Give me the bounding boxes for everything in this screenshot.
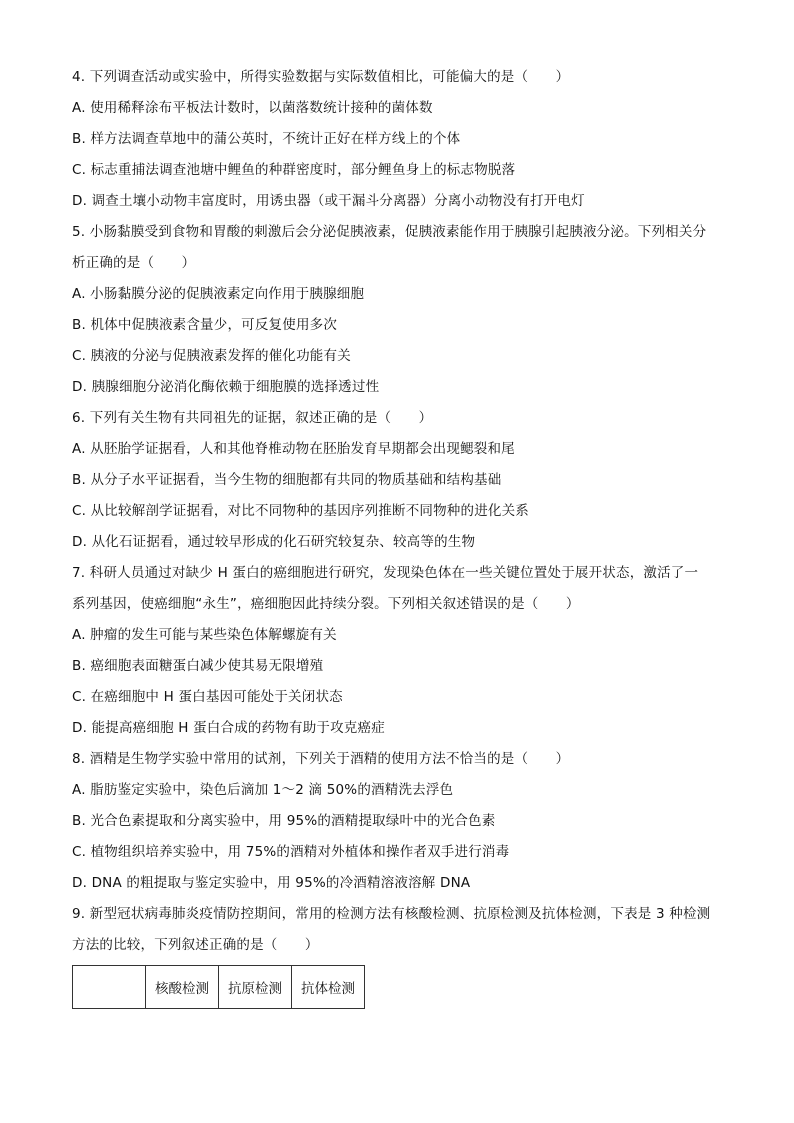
question-8-stem: 8. 酒精是生物学实验中常用的试剂，下列关于酒精的使用方法不恰当的是（ ） xyxy=(72,751,570,767)
question-4-option-b: B. 样方法调查草地中的蒲公英时，不统计正好在样方线上的个体 xyxy=(72,131,461,147)
question-5-option-b: B. 机体中促胰液素含量少，可反复使用多次 xyxy=(72,317,338,333)
question-5-stem-line-2: 析正确的是（ ） xyxy=(72,255,196,271)
question-6-option-a: A. 从胚胎学证据看，人和其他脊椎动物在胚胎发育早期都会出现鳃裂和尾 xyxy=(72,441,515,457)
question-7-option-d: D. 能提高癌细胞 H 蛋白合成的药物有助于攻克癌症 xyxy=(72,720,385,736)
question-7-stem-line-1: 7. 科研人员通过对缺少 H 蛋白的癌细胞进行研究，发现染色体在一些关键位置处于展开状态，激活了一 xyxy=(72,565,699,581)
table-header-cell-nucleic-acid: 核酸检测 xyxy=(146,966,219,1009)
question-5-stem-line-1: 5. 小肠黏膜受到食物和胃酸的刺激后会分泌促胰液素，促胰液素能作用于胰腺引起胰液分泌。下列相关分 xyxy=(72,224,707,240)
question-7-option-c: C. 在癌细胞中 H 蛋白基因可能处于关闭状态 xyxy=(72,689,343,705)
question-8-option-c: C. 植物组织培养实验中，用 75%的酒精对外植体和操作者双手进行消毒 xyxy=(72,844,510,860)
question-5-option-d: D. 胰腺细胞分泌消化酶依赖于细胞膜的选择透过性 xyxy=(72,379,380,395)
question-4-option-d: D. 调查土壤小动物丰富度时，用诱虫器（或干漏斗分离器）分离小动物没有打开电灯 xyxy=(72,193,585,209)
question-4-stem: 4. 下列调查活动或实验中，所得实验数据与实际数值相比，可能偏大的是（ ） xyxy=(72,69,570,85)
question-5-option-c: C. 胰液的分泌与促胰液素发挥的催化功能有关 xyxy=(72,348,351,364)
question-7-stem-line-2: 系列基因，使癌细胞“永生”，癌细胞因此持续分裂。下列相关叙述错误的是（ ） xyxy=(72,596,580,612)
question-4-option-a: A. 使用稀释涂布平板法计数时，以菌落数统计接种的菌体数 xyxy=(72,100,433,116)
table-header-cell-antibody: 抗体检测 xyxy=(292,966,365,1009)
question-9-stem-line-2: 方法的比较，下列叙述正确的是（ ） xyxy=(72,937,319,953)
question-6-option-d: D. 从化石证据看，通过较早形成的化石研究较复杂、较高等的生物 xyxy=(72,534,476,550)
question-5-option-a: A. 小肠黏膜分泌的促胰液素定向作用于胰腺细胞 xyxy=(72,286,365,302)
question-6-option-b: B. 从分子水平证据看，当今生物的细胞都有共同的物质基础和结构基础 xyxy=(72,472,502,488)
table-header-cell-antigen: 抗原检测 xyxy=(219,966,292,1009)
question-8-option-d: D. DNA 的粗提取与鉴定实验中，用 95%的冷酒精溶液溶解 DNA xyxy=(72,875,471,891)
question-6-stem: 6. 下列有关生物有共同祖先的证据，叙述正确的是（ ） xyxy=(72,410,433,426)
table-header-row xyxy=(73,966,365,1009)
question-9-stem-line-1: 9. 新型冠状病毒肺炎疫情防控期间，常用的检测方法有核酸检测、抗原检测及抗体检测，下表是 3 种检测 xyxy=(72,906,711,922)
detection-methods-table xyxy=(72,965,365,1009)
question-4-option-c: C. 标志重捕法调查池塘中鲤鱼的种群密度时，部分鲤鱼身上的标志物脱落 xyxy=(72,162,516,178)
question-8-option-b: B. 光合色素提取和分离实验中，用 95%的酒精提取绿叶中的光合色素 xyxy=(72,813,496,829)
question-8-option-a: A. 脂肪鉴定实验中，染色后滴加 1～2 滴 50%的酒精洗去浮色 xyxy=(72,782,454,798)
table-header-cell-empty xyxy=(73,966,146,1009)
question-6-option-c: C. 从比较解剖学证据看，对比不同物种的基因序列推断不同物种的进化关系 xyxy=(72,503,530,519)
question-content xyxy=(72,62,732,1009)
question-7-option-a: A. 肿瘤的发生可能与某些染色体解螺旋有关 xyxy=(72,627,337,643)
question-7-option-b: B. 癌细胞表面糖蛋白减少使其易无限增殖 xyxy=(72,658,324,674)
